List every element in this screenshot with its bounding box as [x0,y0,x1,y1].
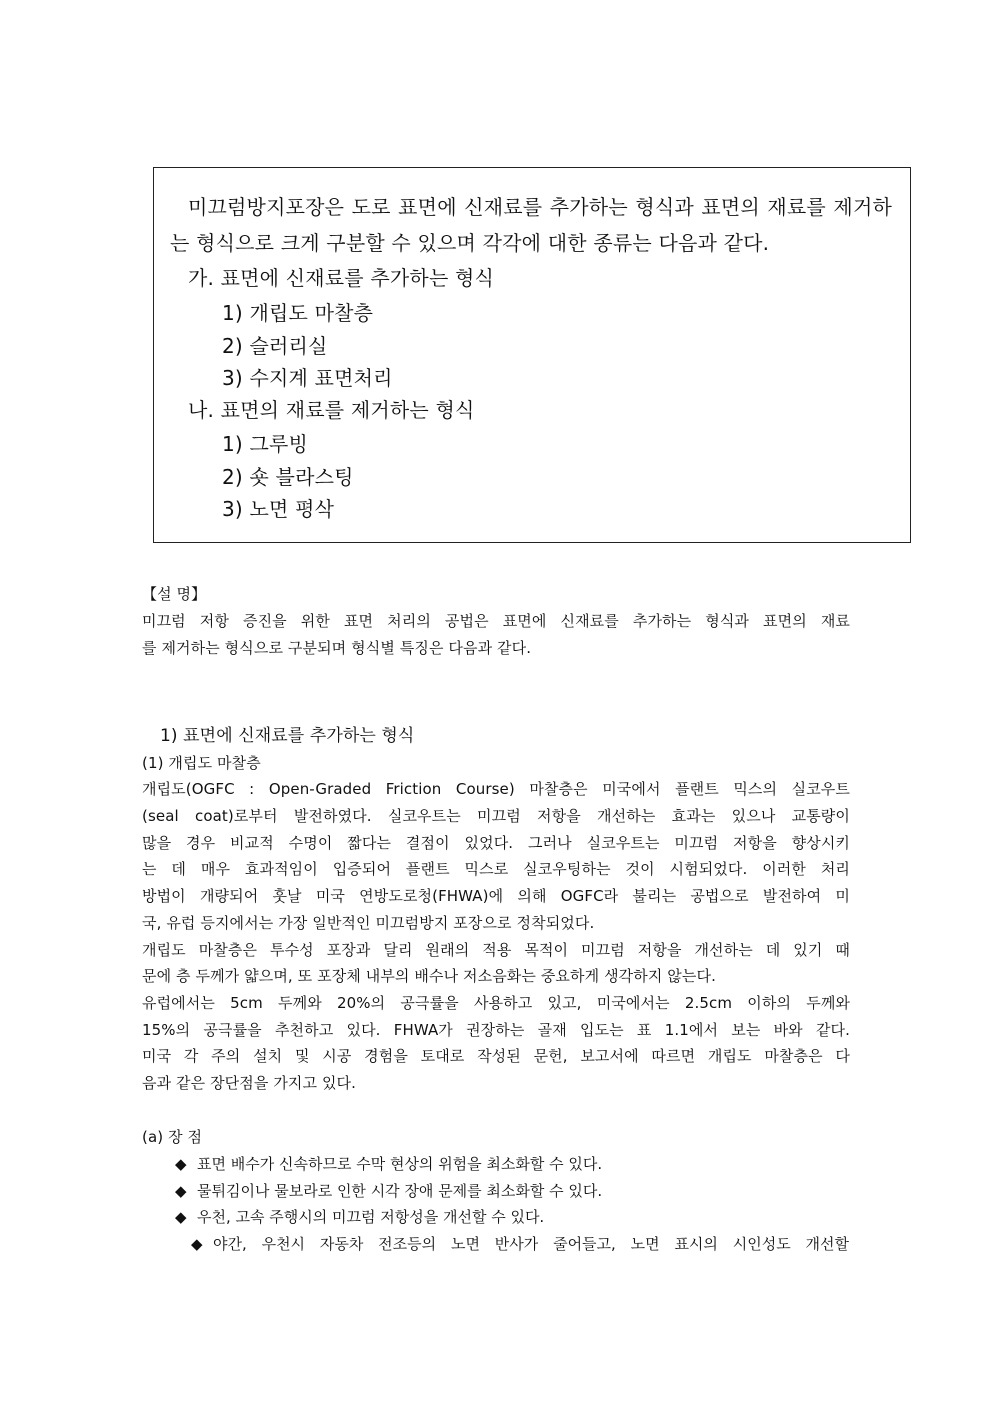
advantage-item-4 [191,1234,849,1254]
paragraph-line-4: 는 데 매우 효과적임이 입증되어 플랜트 믹스로 실코우팅하는 것이 시험되었다. 이러한 처리 [142,860,850,878]
group-a-item-1: 1) 개립도 마찰층 [222,301,374,325]
group-a-item-2: 2) 슬러리실 [222,334,328,358]
advantage-item-1 [175,1154,602,1174]
advantage-item-2 [175,1181,602,1201]
group-b-item-2: 2) 숏 블라스팅 [222,465,354,489]
paragraph-line-6: 국, 유럽 등지에서는 가장 일반적인 미끄럼방지 포장으로 정착되었다. [142,914,595,932]
paragraph-line-3: 많을 경우 비교적 수명이 짧다는 결점이 있었다. 그러나 실코우트는 미끄럼 저항을 향상시키 [142,834,850,852]
paragraph-line-9: 유럽에서는 5cm 두께와 20%의 공극률을 사용하고 있고, 미국에서는 2.5cm 이하의 두께와 [142,994,850,1012]
diamond-bullet-icon: ◆ [175,1208,187,1226]
paragraph-line-8: 문에 층 두께가 얇으며, 또 포장체 내부의 배수나 저소음화는 중요하게 생각하지 않는다. [142,967,716,985]
advantage-text: 야간, 우천시 자동차 전조등의 노면 반사가 줄어들고, 노면 표시의 시인성도 개선할 [213,1235,849,1253]
group-b-item-3: 3) 노면 평삭 [222,497,335,521]
paragraph-line-11: 미국 각 주의 설치 및 시공 경험을 토대로 작성된 문헌, 보고서에 따르면 개립도 마찰층은 다 [142,1047,850,1065]
diamond-bullet-icon: ◆ [191,1235,203,1253]
box-intro-line-1: 미끄럼방지포장은 도로 표면에 신재료를 추가하는 형식과 표면의 재료를 제거하 [188,195,892,219]
group-a-title: 가. 표면에 신재료를 추가하는 형식 [188,266,495,290]
advantage-text: 물튀김이나 물보라로 인한 시각 장애 문제를 최소화할 수 있다. [197,1182,603,1200]
paragraph-line-7: 개립도 마찰층은 투수성 포장과 달리 원래의 적용 목적이 미끄럼 저항을 개선하는 데 있기 때 [142,941,850,959]
paragraph-line-2: (seal coat)로부터 발전하였다. 실코우트는 미끄럼 저항을 개선하는 효과는 있으나 교통량이 [142,807,850,825]
explanation-line-2: 를 제거하는 형식으로 구분되며 형식별 특징은 다음과 같다. [142,639,532,657]
diamond-bullet-icon: ◆ [175,1182,187,1200]
group-b-item-1: 1) 그루빙 [222,432,309,456]
advantage-item-3 [175,1207,544,1227]
advantages-heading: (a) 장 점 [142,1128,203,1146]
paragraph-line-1: 개립도(OGFC : Open-Graded Friction Course) 마찰층은 미국에서 플랜트 믹스의 실코우트 [142,780,850,798]
box-intro-line-2: 는 형식으로 크게 구분할 수 있으며 각각에 대한 종류는 다음과 같다. [170,231,770,255]
advantage-text: 표면 배수가 신속하므로 수막 현상의 위험을 최소화할 수 있다. [197,1155,603,1173]
group-b-title: 나. 표면의 재료를 제거하는 형식 [188,398,475,422]
section-subtitle: (1) 개립도 마찰층 [142,754,261,772]
paragraph-line-12: 음과 같은 장단점을 가지고 있다. [142,1074,357,1092]
diamond-bullet-icon: ◆ [175,1155,187,1173]
explanation-line-1: 미끄럼 저항 증진을 위한 표면 처리의 공법은 표면에 신재료를 추가하는 형식과 표면의 재료 [142,612,850,630]
advantage-text: 우천, 고속 주행시의 미끄럼 저항성을 개선할 수 있다. [197,1208,545,1226]
section-title: 1) 표면에 신재료를 추가하는 형식 [160,726,415,746]
explanation-heading: 【설 명】 [142,585,207,603]
paragraph-line-5: 방법이 개량되어 훗날 미국 연방도로청(FHWA)에 의해 OGFC라 불리는 공법으로 발전하여 미 [142,887,850,905]
group-a-item-3: 3) 수지계 표면처리 [222,366,393,390]
paragraph-line-10: 15%의 공극률을 추천하고 있다. FHWA가 권장하는 골재 입도는 표 1.1에서 보는 바와 같다. [142,1021,850,1039]
